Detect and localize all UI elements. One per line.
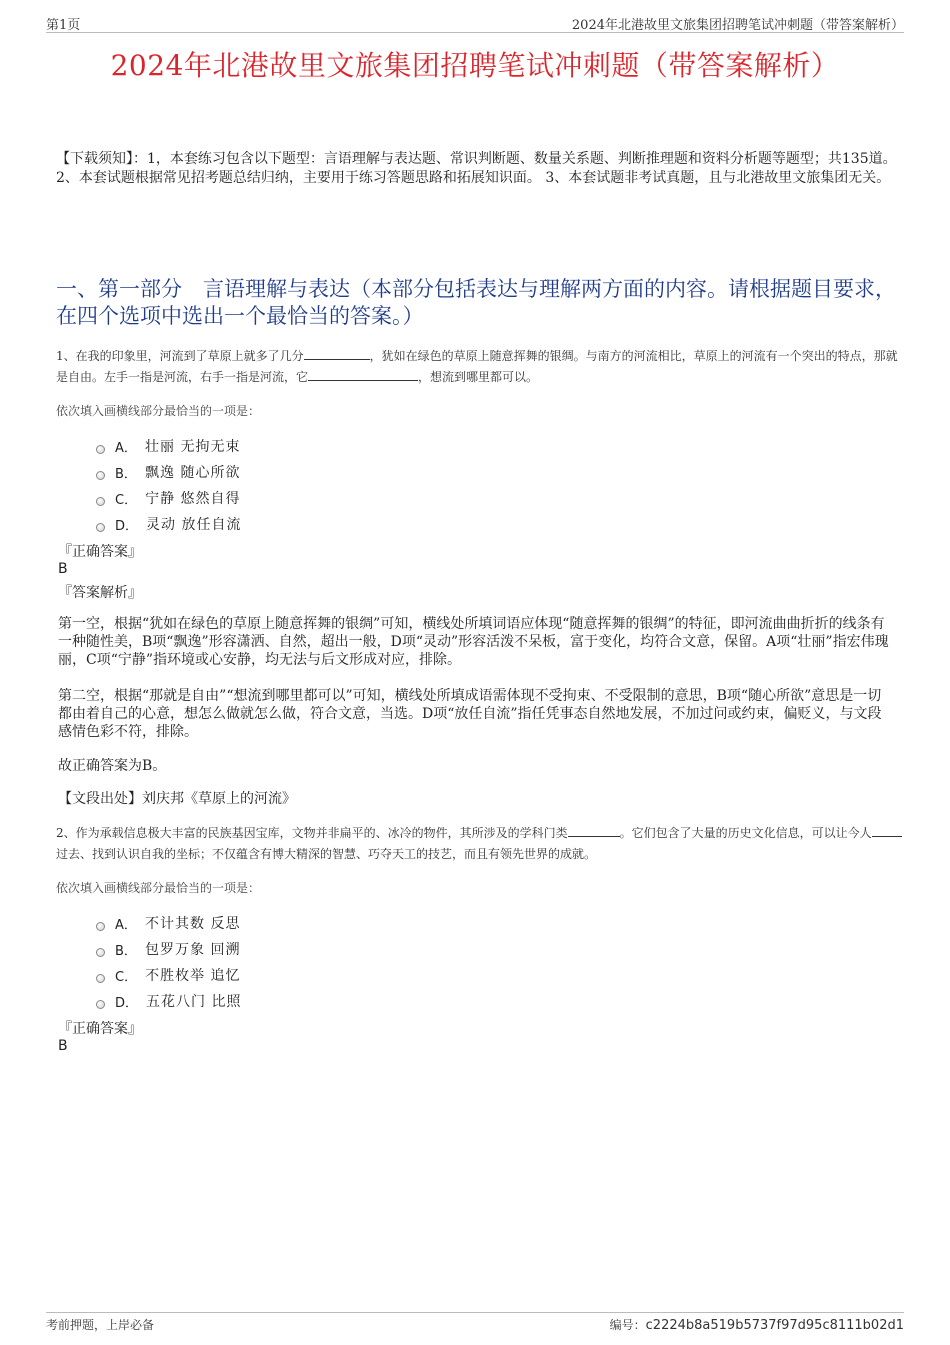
option-d[interactable]: D． 五花八门 比照 <box>96 988 241 1014</box>
question-2-options <box>96 910 241 1014</box>
option-b[interactable]: B． 飘逸 随心所欲 <box>96 459 241 485</box>
question-2-text: 2、作为承载信息极大丰富的民族基因宝库，文物并非扁平的、冰冷的物件，其所涉及的学科门类 。它们包含了大量的历史文化信息，可以让今人过去、找到认识自我的坐标；不仅蕴含有博大精深的智慧、巧夺天工的技艺，而且有领先世界的成就。 <box>56 823 906 865</box>
passage-source: 【文段出处】刘庆邦《草原上的河流》 <box>58 791 296 807</box>
analysis-paragraph-1: 第一空，根据“犹如在绿色的草原上随意挥舞的银绸”可知，横线处所填词语应体现“随意挥舞的银绸”的特征，即河流曲曲折折的线条有一种随性美，B项“飘逸”形容潇洒、自然，超出一般，D项“灵动”形容活泼不呆板，富于变化，均符合文意，保留。A项“壮丽”指宏伟瑰丽，C项“宁静”指环境或心安静，均无法与后文形成对应，排除。 <box>58 616 889 668</box>
radio-icon[interactable] <box>96 974 105 983</box>
radio-icon[interactable] <box>96 922 105 931</box>
question-2-prompt: 依次填入画横线部分最恰当的一项是： <box>56 881 261 895</box>
option-c[interactable]: C． 宁静 悠然自得 <box>96 485 241 511</box>
option-d[interactable]: D． 灵动 放任自流 <box>96 511 241 537</box>
answer-label: 『正确答案』 <box>58 1021 142 1037</box>
blank <box>304 346 370 360</box>
footer-slogan: 考前押题，上岸必备 <box>46 1318 155 1332</box>
document-title: 2024年北港故里文旅集团招聘笔试冲刺题（带答案解析） <box>110 49 840 82</box>
answer-label: 『正确答案』 <box>58 544 142 560</box>
blank <box>308 367 418 381</box>
radio-icon[interactable] <box>96 948 105 957</box>
option-a[interactable]: A． 不计其数 反思 <box>96 910 241 936</box>
radio-icon[interactable] <box>96 497 105 506</box>
option-a[interactable]: A． 壮丽 无拘无束 <box>96 433 241 459</box>
analysis-label: 『答案解析』 <box>58 585 142 601</box>
radio-icon[interactable] <box>96 445 105 454</box>
question-1-prompt: 依次填入画横线部分最恰当的一项是： <box>56 404 261 418</box>
answer-value: B <box>58 561 68 577</box>
page-footer <box>46 1312 904 1333</box>
radio-icon[interactable] <box>96 471 105 480</box>
page-number: 第1页 <box>46 18 81 33</box>
section-title: 一、第一部分 言语理解与表达（本部分包括表达与理解两方面的内容。请根据题目要求，在四个选项中选出一个最恰当的答案。） <box>56 277 896 328</box>
document-code: 编号：c2224b8a519b5737f97d95c8111b02d1 <box>609 1318 904 1333</box>
blank <box>872 823 902 837</box>
analysis-paragraph-2: 第二空，根据“那就是自由”“想流到哪里都可以”可知，横线处所填成语需体现不受拘束、不受限制的意思，B项“随心所欲”意思是一切都由着自己的心意，想怎么做就怎么做，符合文意，当选。D项“放任自流”指任凭事态自然地发展，不加过问或约束，偏贬义，与文段感情色彩不符，排除。 <box>58 688 882 740</box>
page-header <box>46 12 904 33</box>
option-b[interactable]: B． 包罗万象 回溯 <box>96 936 241 962</box>
radio-icon[interactable] <box>96 1000 105 1009</box>
option-c[interactable]: C． 不胜枚举 追忆 <box>96 962 241 988</box>
analysis-conclusion: 故正确答案为B。 <box>58 758 167 774</box>
header-doc-title: 2024年北港故里文旅集团招聘笔试冲刺题（带答案解析） <box>571 18 904 33</box>
radio-icon[interactable] <box>96 523 105 532</box>
answer-value: B <box>58 1038 68 1054</box>
download-notice: 【下载须知】：1，本套练习包含以下题型：言语理解与表达题、常识判断题、数量关系题、判断推理题和资料分析题等题型；共135道。 2、本套试题根据常见招考题总结归纳，主要用于练习答题思路和拓展知识面。 3、本套试题非考试真题，且与北港故里文旅集团无关。 <box>56 151 897 186</box>
question-1-text: 1、在我的印象里，河流到了草原上就多了几分 ，犹如在绿色的草原上随意挥舞的银绸。与南方的河流相比，草原上的河流有一个突出的特点，那就是自由。左手一指是河流，右手一指是河流，它 ，想流到哪里都可以。 <box>56 346 906 388</box>
blank <box>568 823 620 837</box>
question-1-options <box>96 433 241 537</box>
